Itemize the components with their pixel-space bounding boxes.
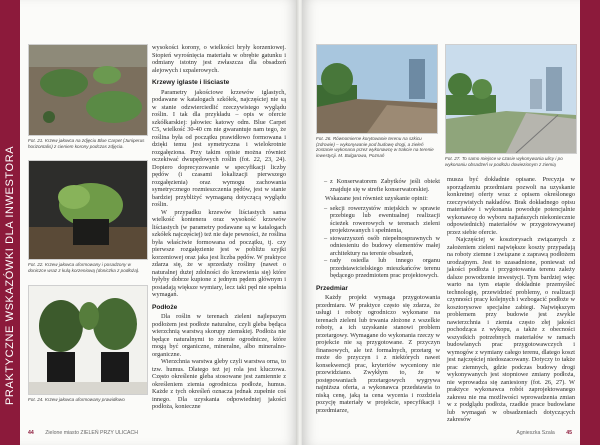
paragraph: Parametry jakościowe krzewów iglastych, podawane w katalogach szkółek, najczęściej nie są w stanie odzwierciedlić rzeczywistego wyglądu roślin. I tak dla przykładu – opis w ofercie szkółkarskiej: jałowiec katowy odm. Blue Carpet C5, wielkość 30-40 cm nie gwarantuje nam tego, że roślina była od początku prawidłowo formowana i dzięki temu jest symetryczna i wielokrotnie rozgałęziona. Przy takim opisie można również oczekiwać dwupędowych roślin (fot. 22, 23, 24). Dopiero doprecyzowanie w specyfikacji liczby pędów (i czasami lokalizacji pierwszego rozgałęzienia) oraz wymogu zachowania symetrycznego rozmieszczenia pędów, jest w stanie bardziej przybliżyć wymaganą dotyczącą wyglądu roślin. — [152, 88, 286, 208]
left-footer — [28, 430, 138, 436]
caption-fot-27: Fot. 27. To samo miejsce w czasie wykonywania ulicy i po wykonaniu obsadzeń w podłożu dowiezionym z ziemią — [445, 156, 563, 167]
spine-title: PRAKTYCZNE WSKAZÓWKI DLA INWESTORA — [4, 145, 16, 405]
paragraph: musza być dokładnie opisane. Precyzja w sporządzeniu przedmiaru pozwoli na uzyskanie konkretnej oferty wraz z opisem określonego rzeczywistych nakładów. Brak dokładnego opisu materiałów i wykonania powoduje potencjalnie wykonawcę do wyboru najtańszych niekoniecznie odpowiednich) materiałów w przygotowywanej przez siebie ofercie. — [447, 176, 575, 236]
paragraph: Wskazane jest również uzyskanie opinii: — [325, 195, 428, 202]
photo-shrubs-in-pots — [28, 285, 148, 395]
section-heading: Przedmiar — [316, 284, 348, 292]
caption-fot-24: Fot. 24. Krzew jałowca uformowany prawidłowo — [28, 397, 125, 402]
juniper-pot-illustration — [29, 161, 147, 259]
photo-finished-street — [445, 44, 577, 154]
paragraph: W przypadku krzewów liściastych sama wielkość kontenera oraz wysokość krzewów liściastych (w parametry podawane są w katalogach szkółek najczęściej) też nie daje pewności, że roślina była właściwie formowana od początku, tj. czy pierwsze rozgałęzienie jest w pobliżu szyjki korzeniowej oraz jaka jest liczba pędów. W praktyce zdarza się, że w sprzedaży rośliny (nawet o naturalnej dużej zdolności do krzewienia się) które byłyby dobrze kupione z jednym pędem głównym i posiadają większe wymiary, lecz taki pęd nie spełnia wymagań. — [152, 208, 286, 298]
caption-fot-26: Fot. 26. Równomierne korytowanie terenu na szkicu (zdrowie) – wykonywanie pod budowę drogi, a zieleń zostanie wykonana przez wykonawcę w trakcie na terenie inwestycji. M. Bulgarowa, Poznań — [316, 136, 434, 158]
left-text-column — [152, 44, 286, 411]
paragraph: Każdy projekt wymaga przygotowania przedmiaru. W praktyce często się zdarza, że usługi i roboty ogrodniczo wykonane na terenach zieleni lub trwania złożone z wszelkie roboty, a ich uzyskanie stanowi problem przetargowy. Wymagane do wykonania rzeczy w projekcie nie są przygotowane. Z przyczyn finansowych, ale też formalnych, przetarg w może do przyczyn i z niektórych nawet konsekwencji prac, kryteriów wyceniony nie przewidziano. Zwykłym to, że w postępowaniach przetargowych wygrywa najniższa oferta, a wykonawca przedstawia to niską cenę, jaką ta cena wycenia i rozdziela pozycję materiały w projekcie, specyfikacji i przedmiarze, — [316, 294, 440, 414]
list-item: – rady osiedla lub innego organu przedstawicielskiego mieszkańców terenu będącego przedmiotem prac projektowych. — [324, 257, 440, 280]
paragraph: Dla roślin w terenach zieleni najlepszym podłożem jest podłoże naturalne, czyli gleba będąca wierzchnią warstwą skorupy ziemskiej. Podłoża nie będące naturalnymi to ziemie ogrodnicze, które mogą być organiczne, mineralne, albo mineralno-organiczne. — [152, 313, 286, 358]
paragraph: wysokości korony, o wielkości bryły korzeniowej. Stopień wyrośnięcia materiału w obrębie gatunku i odmiany istotny jest zwłaszcza dla obsadzeń alejowych i szpalerowych. — [152, 44, 286, 74]
spine-band — [0, 0, 20, 445]
right-footer — [516, 430, 572, 436]
section-heading: Podłoże — [152, 303, 178, 311]
section-heading: Krzewy iglaste i liściaste — [152, 79, 230, 86]
photo-road-construction — [316, 44, 438, 134]
list-item: – stowarzyszeń osób niepełnosprawnych w odniesieniu do budowy elementów małej architektury na terenie obsadzeń, — [324, 235, 440, 258]
page-number: 45 — [566, 430, 572, 436]
caption-fot-22: Fot. 22. Krzew jałowca uformowany i posadzony w doniczce wraz z kulą korzeniową (doniczka z podłoża). — [28, 262, 140, 273]
caption-fot-21: Fot. 21. Krzew jałowca na zdjęciu Blue Carpet (Juniperus horizontalis) z cieniem korony podczas zdjęcia. — [28, 138, 145, 149]
left-page — [0, 0, 298, 445]
right-text-column-2 — [447, 176, 575, 424]
list-item: – z Konserwatorem Zabytków jeśli obiekt znajduje się w strefie konserwatorskiej. — [324, 178, 440, 193]
photo-juniper-on-mulch — [28, 44, 148, 136]
page-number: 44 — [28, 430, 34, 436]
right-page — [302, 0, 600, 445]
finished-street-illustration — [446, 45, 576, 153]
right-text-column-1 — [316, 176, 440, 414]
running-author: Agnieszka Szala — [516, 430, 555, 436]
paragraph: Najczęściej w kosztorysach związanych z założeniem zieleni największe koszty przypadają na roboty ziemne i związane z zaprawą podłożem urodzajnym. Jest to uzasadnione, ponieważ od jakości podłoża i przygotowania terenu zależy dalsze powodzenie inwestycji. Tym bardziej więc warto na tym etapie dokładnie przemyśleć technologię, przewidzieć problemy, o realizacji czynności pracy kolejnych i wzbogacić podłoże w kosztorysowe specjalne zabiegi. Największym problemem przy budowie jest zwykle nawierzchnia i ziemia często złej jakości pochodząca z wykopu, a także z obecności wszystkich potrzebnych materiałów w ramach budowlanych prac przygotowawczych i wymogów z wymiany całego terenu, dlatego koszt jest najczęściej niedoszacowany. Dotyczy to także prac ziemnych, gdzie podczas budowy drogi wykonywanych jest stopniowe zmiany podłoża, nie wprowadza się zaniesiony (fot. 26, 27). W praktyce wykonawca robót zaprojektowanego zakresu nie ma możliwości wprowadzenia zmian w z podglądu podłoża, rzadkie prace budowlane lub wymagań w obsadzeniach dotyczących zakresów — [447, 236, 575, 423]
paragraph: Wierzchnia warstwa gleby czyli warstwa orna, to tzw. humus. Dlatego też jej rola jest kluczowa. Często określenie gleba stosowane jest zamiennie z określeniem ziemia ogrodnicza podłoże, humus. Każde z tych określeń oznacza jednak zupełnie coś innego. Dla uzyskania odpowiedniej jakości podłoża, konieczne — [152, 358, 286, 410]
running-title: Zielone miasto ZIELEŃ PRZY ULICACH — [45, 430, 138, 436]
juniper-photo-illustration — [29, 45, 147, 135]
photo-juniper-in-pot — [28, 160, 148, 260]
list-item: – sekcji rowerzystów miejskich w sprawie przebiegu lub ewentualnej realizacji ścieżek rowerowych w terenach zieleni projektowanych i spełnienia, — [324, 205, 440, 235]
right-edge-band — [580, 0, 600, 445]
road-construction-illustration — [317, 45, 437, 133]
shrubs-pots-illustration — [29, 286, 147, 394]
